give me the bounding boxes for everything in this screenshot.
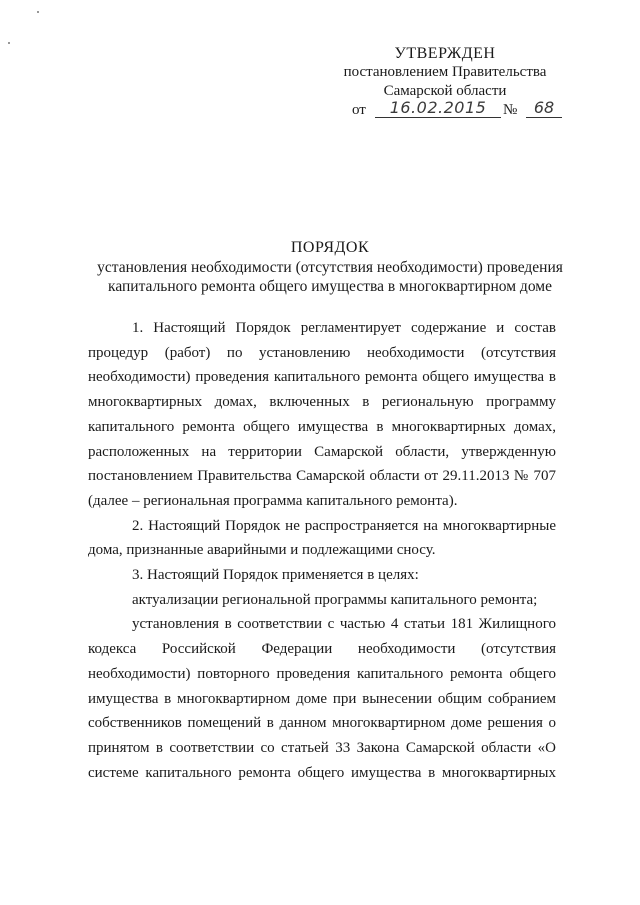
number-prefix: №	[503, 102, 518, 118]
document-body	[88, 316, 556, 785]
approval-heading: УТВЕРЖДЕН	[394, 45, 496, 62]
scan-speck	[37, 11, 39, 13]
handwritten-number: 68	[526, 98, 562, 118]
paragraph: 1. Настоящий Порядок регламентирует содержание и состав процедур (работ) по установлению необходимости (отсутствия необходимости) проведения капитального ремонта общего имущества в многоквартирных домах, включенных в региональную программу капитального ремонта общего имущества в многоквартирных домах, расположенных на территории Самарской области, утвержденную постановлением Правительства Самарской области от 29.11.2013 № 707 (далее – региональная программа капитального ремонта).	[88, 320, 556, 509]
approval-line: Самарской области	[383, 83, 507, 99]
approval-date-line	[330, 98, 560, 121]
scan-speck	[8, 42, 10, 44]
approval-line: постановлением Правительства	[343, 64, 547, 80]
document-heading	[60, 238, 600, 296]
document-title: ПОРЯДОК	[290, 239, 370, 256]
document-subtitle: установления необходимости (отсутствия необходимости) проведения капитального ремонта общего имущества в многоквартирном доме	[97, 259, 563, 295]
paragraph: актуализации региональной программы капитального ремонта;	[132, 591, 538, 608]
paragraph: 3. Настоящий Порядок применяется в целях:	[132, 567, 419, 584]
paragraph: установления в соответствии с частью 4 статьи 181 Жилищного кодекса Российской Федерации необходимости (отсутствия необходимости) повторного проведения капитального ремонта общего имущества в многоквартирном доме при вынесении общим собранием собственников помещений в данном многоквартирном доме решения о принятом в соответствии со статьей 33 Закона Самарской области «О системе капитального ремонта общего имущества в многоквартирных	[88, 616, 556, 781]
date-prefix: от	[352, 102, 366, 118]
approval-block	[330, 44, 560, 121]
paragraph: 2. Настоящий Порядок не распространяется на многоквартирные дома, признанные аварийными и подлежащими сносу.	[88, 517, 556, 559]
handwritten-date: 16.02.2015	[375, 98, 501, 118]
